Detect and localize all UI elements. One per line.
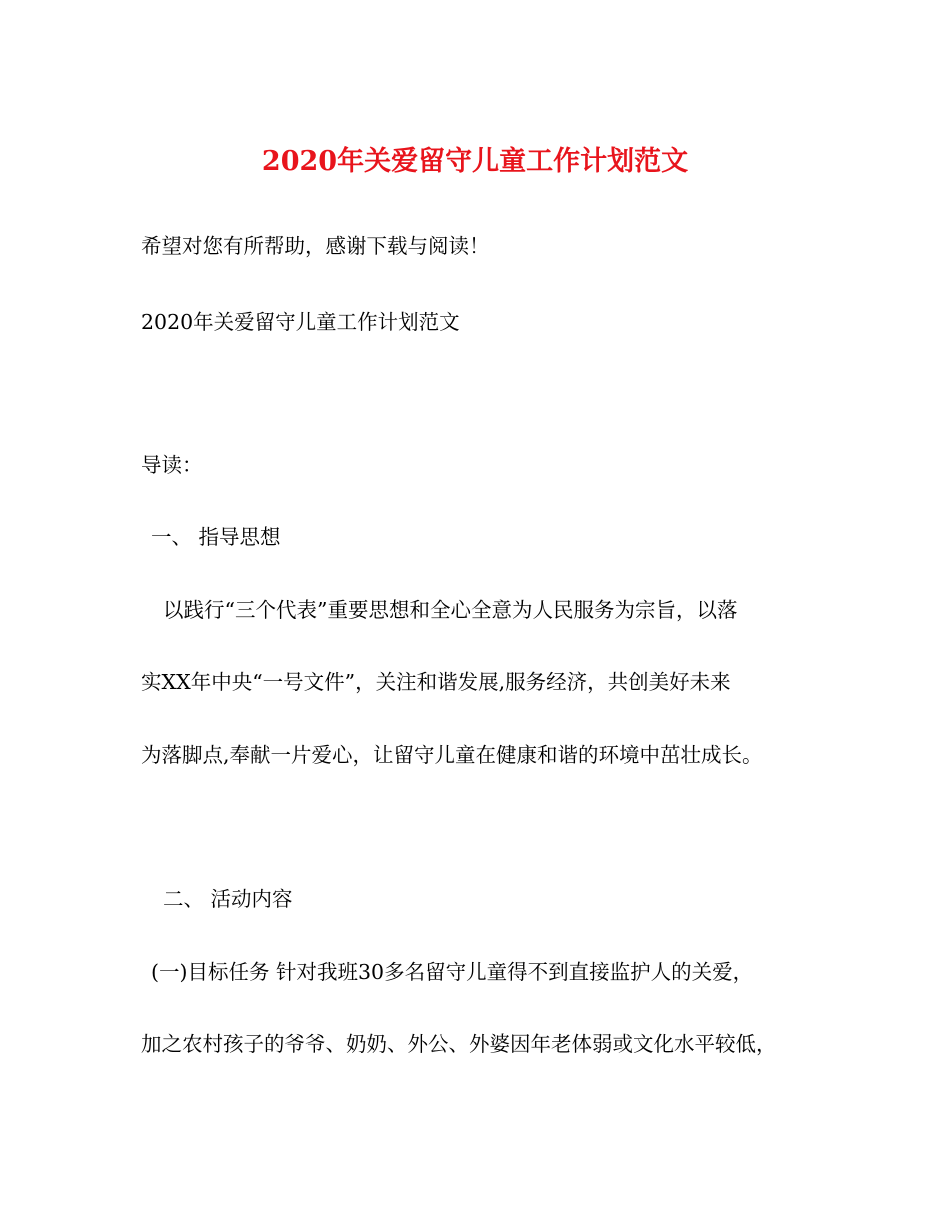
section-1-heading: 一、 指导思想 [151, 525, 281, 549]
intro-text: 希望对您有所帮助，感谢下载与阅读！ [141, 234, 490, 258]
guide-label: 导读： [141, 453, 203, 477]
section-2-heading: 二、 活动内容 [163, 887, 293, 911]
section-1-line-1: 以践行“三个代表”重要思想和全心全意为人民服务为宗旨，以落 [163, 598, 738, 622]
section-2-line-2: 加之农村孩子的爷爷、奶奶、外公、外婆因年老体弱或文化水平较低， [141, 1032, 777, 1056]
document-title: 2020年关爱留守儿童工作计划范文 [261, 146, 689, 177]
document-subtitle: 2020年关爱留守儿童工作计划范文 [141, 310, 460, 334]
section-1-line-3: 为落脚点,奉献一片爱心，让留守儿童在健康和谐的环境中茁壮成长。 [141, 743, 763, 767]
section-1-line-2: 实XX年中央“一号文件”，关注和谐发展,服务经济，共创美好未来 [141, 670, 731, 694]
section-2-line-1: (一)目标任务 针对我班30多名留守儿童得不到直接监护人的关爱， [151, 960, 754, 984]
